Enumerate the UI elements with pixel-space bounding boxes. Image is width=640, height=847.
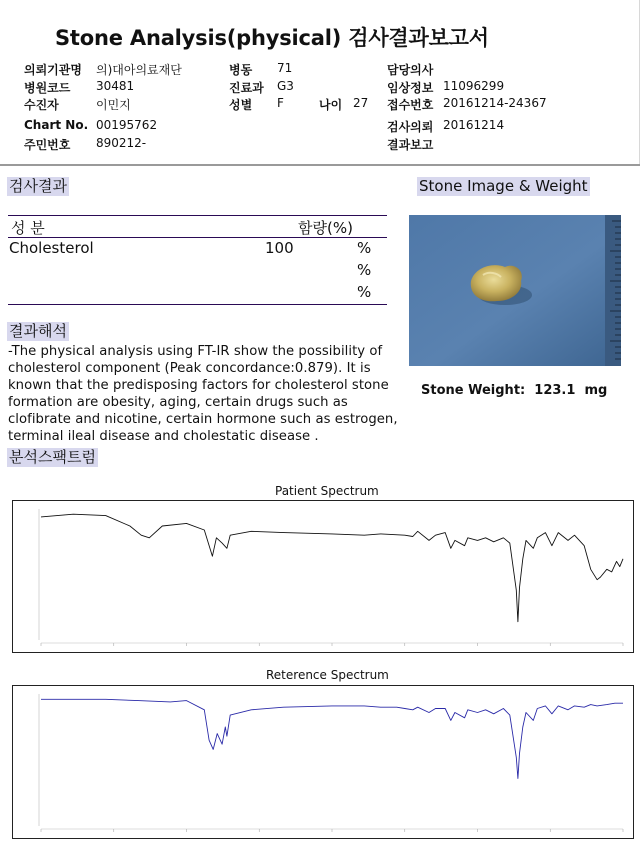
results-top-rule bbox=[8, 215, 387, 216]
info-label: 병동 bbox=[229, 63, 253, 77]
info-value: 30481 bbox=[96, 79, 135, 93]
info-value: G3 bbox=[277, 79, 294, 93]
age-label: 나이 bbox=[319, 98, 343, 112]
result-name: Cholesterol bbox=[9, 239, 94, 257]
stone-weight-label: Stone Weight: bbox=[421, 383, 526, 398]
info-label: 수진자 bbox=[24, 98, 59, 112]
component-column-header: 성 분 bbox=[11, 219, 45, 237]
reference-spectrum-plot bbox=[13, 686, 633, 838]
info-value: 00195762 bbox=[96, 118, 158, 132]
result-unit: % bbox=[357, 239, 372, 257]
stone-shape bbox=[471, 265, 522, 301]
info-value: 의)대아의료재단 bbox=[96, 63, 182, 77]
reference-spectrum-chart bbox=[12, 685, 634, 839]
info-label: 병원코드 bbox=[24, 81, 71, 95]
patient-spectrum-plot bbox=[13, 501, 633, 652]
info-label: 임상정보 bbox=[387, 81, 434, 95]
info-label: 접수번호 bbox=[387, 98, 434, 112]
info-label: 주민번호 bbox=[24, 138, 71, 152]
stone-photo bbox=[409, 215, 621, 366]
info-label: 의뢰기관명 bbox=[24, 63, 82, 77]
stone-weight bbox=[421, 383, 607, 398]
info-label: 진료과 bbox=[229, 81, 264, 95]
info-label: 성별 bbox=[229, 98, 253, 112]
report-title: Stone Analysis(physical) 검사결과보고서 bbox=[55, 26, 489, 50]
info-value: 890212- bbox=[96, 136, 147, 150]
patient-spectrum-title: Patient Spectrum bbox=[275, 484, 379, 498]
content-column-header: 함량(%) bbox=[298, 219, 353, 237]
page-cut-edge bbox=[0, 840, 640, 847]
patient-spectrum-line bbox=[41, 514, 623, 622]
stone-weight-unit: mg bbox=[584, 383, 608, 398]
info-value: 20161214-24367 bbox=[443, 96, 547, 110]
result-unit: % bbox=[357, 261, 372, 279]
info-label: 결과보고 bbox=[387, 138, 434, 152]
result-unit: % bbox=[357, 283, 372, 301]
info-value: 20161214 bbox=[443, 118, 505, 132]
info-label: 검사의뢰 bbox=[387, 120, 434, 134]
result-value: 100 bbox=[265, 239, 294, 257]
info-label: 담당의사 bbox=[387, 63, 434, 77]
info-value: 이민지 bbox=[96, 98, 131, 112]
info-label: Chart No. bbox=[24, 118, 89, 132]
age-value: 27 bbox=[353, 96, 369, 110]
results-section-title: 검사결과 bbox=[9, 177, 67, 195]
spectrum-section-title: 분석스팩트럼 bbox=[9, 448, 96, 466]
stone-section-title: Stone Image & Weight bbox=[419, 177, 588, 195]
header-divider bbox=[0, 164, 640, 166]
results-bottom-rule bbox=[8, 304, 387, 305]
reference-spectrum-title: Reterence Spectrum bbox=[266, 668, 389, 682]
info-value: 71 bbox=[277, 61, 293, 75]
interpretation-text: -The physical analysis using FT-IR show the possibility of cholesterol component (Peak concordance:0.879). It is known that the predisposing factors for cholesterol stone formation are obesity, aging, certain drugs such as clofibrate and nicotine, certain hormone such as estrogen, terminal ileal disease and cholestatic disease . bbox=[8, 344, 398, 445]
stone-weight-value: 123.1 bbox=[534, 383, 576, 398]
patient-spectrum-chart bbox=[12, 500, 634, 653]
info-value: F bbox=[277, 96, 284, 110]
info-value: 11096299 bbox=[443, 79, 505, 93]
reference-spectrum-line bbox=[41, 699, 623, 778]
results-header-rule bbox=[8, 237, 387, 238]
interpretation-section-title: 결과해석 bbox=[9, 322, 67, 340]
